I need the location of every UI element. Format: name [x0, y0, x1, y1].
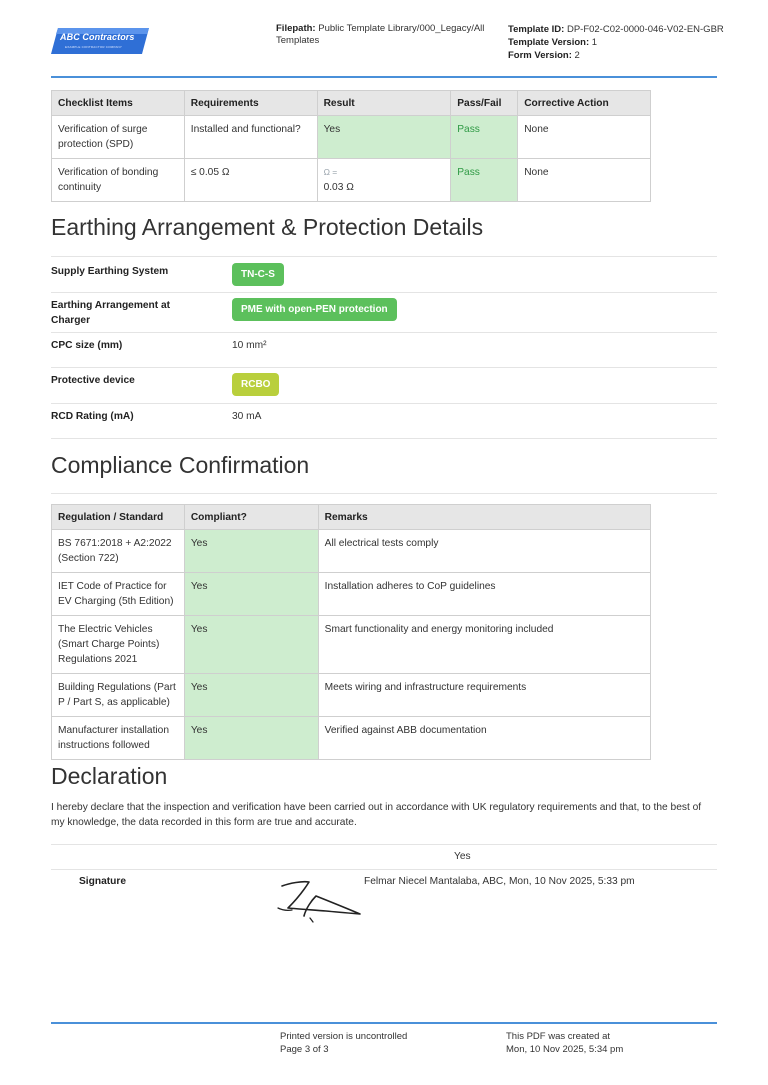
form-version-label: Form Version:	[508, 50, 572, 61]
footer-printed-note	[280, 1030, 407, 1056]
printed-uncontrolled: Printed version is uncontrolled	[280, 1031, 408, 1042]
compliant-value: Yes	[184, 530, 318, 573]
signature-label: Signature	[79, 876, 126, 887]
template-version-value: 1	[591, 37, 598, 48]
checklist-result: 0.03 Ω	[323, 182, 354, 193]
detail-label: RCD Rating (mA)	[51, 411, 134, 422]
compliance-section-title: Compliance Confirmation	[51, 452, 310, 478]
footer-created-note	[506, 1030, 623, 1056]
filepath-label: Filepath:	[276, 23, 316, 34]
checklist-table	[51, 90, 651, 202]
checklist-result-cell	[317, 159, 451, 202]
template-meta	[508, 23, 728, 62]
detail-row	[51, 332, 717, 367]
regulation-standard: IET Code of Practice for EV Charging (5th Edition)	[52, 573, 185, 616]
detail-value: 30 mA	[232, 411, 262, 422]
table-row	[52, 717, 651, 760]
detail-label: Protective device	[51, 375, 135, 386]
filepath-value: Public Template Library/000_Legacy/All Templates	[276, 23, 485, 46]
section-divider	[51, 869, 717, 870]
column-header: Regulation / Standard	[52, 505, 185, 530]
footer-divider	[51, 1022, 717, 1024]
declaration-section-title: Declaration	[51, 763, 168, 789]
detail-row	[51, 292, 717, 332]
compliant-value: Yes	[184, 717, 318, 760]
detail-value: 10 mm²	[232, 340, 267, 351]
regulation-standard: BS 7671:2018 + A2:2022 (Section 722)	[52, 530, 185, 573]
detail-row	[51, 367, 717, 403]
checklist-pass-fail: Pass	[451, 116, 518, 159]
section-divider	[51, 493, 717, 494]
remarks: Meets wiring and infrastructure requirements	[318, 674, 650, 717]
logo-text: ABC Contractors	[60, 32, 135, 42]
detail-label: Supply Earthing System	[51, 266, 169, 277]
remarks: Verified against ABB documentation	[318, 717, 650, 760]
signature-image	[276, 878, 366, 926]
remarks: All electrical tests comply	[318, 530, 650, 573]
page-number: Page 3 of 3	[280, 1044, 329, 1055]
signer-details: Felmar Niecel Mantalaba, ABC, Mon, 10 Nov 2025, 5:33 pm	[364, 876, 635, 887]
table-header-row	[52, 91, 651, 116]
header-divider	[51, 76, 717, 78]
remarks: Installation adheres to CoP guidelines	[318, 573, 650, 616]
compliance-table	[51, 504, 651, 760]
compliant-value: Yes	[184, 616, 318, 674]
created-label: This PDF was created at	[506, 1031, 611, 1042]
company-logo	[51, 28, 149, 54]
table-row	[52, 530, 651, 573]
detail-row	[51, 403, 717, 439]
table-row	[52, 616, 651, 674]
section-divider	[51, 844, 717, 845]
table-row	[52, 674, 651, 717]
remarks: Smart functionality and energy monitoring included	[318, 616, 650, 674]
column-header: Remarks	[318, 505, 650, 530]
table-row	[52, 159, 651, 202]
checklist-action: None	[518, 159, 651, 202]
template-version-label: Template Version:	[508, 37, 590, 48]
earthing-system-chip: TN-C-S	[232, 263, 284, 286]
regulation-standard: The Electric Vehicles (Smart Charge Points) Regulations 2021	[52, 616, 185, 674]
column-header: Corrective Action	[518, 91, 651, 116]
form-version-value: 2	[574, 50, 580, 61]
template-id-label: Template ID:	[508, 24, 565, 35]
table-row	[52, 573, 651, 616]
checklist-item: Verification of bonding continuity	[52, 159, 185, 202]
column-header: Requirements	[184, 91, 317, 116]
checklist-requirement: Installed and functional?	[184, 116, 317, 159]
page-header	[51, 18, 724, 78]
column-header: Pass/Fail	[451, 91, 518, 116]
compliant-value: Yes	[184, 674, 318, 717]
declaration-answer: Yes	[454, 851, 471, 862]
checklist-pass-fail: Pass	[451, 159, 518, 202]
checklist-requirement: ≤ 0.05 Ω	[184, 159, 317, 202]
detail-label: CPC size (mm)	[51, 340, 123, 351]
protective-device-chip: RCBO	[232, 373, 279, 396]
column-header: Checklist Items	[52, 91, 185, 116]
checklist-action: None	[518, 116, 651, 159]
table-row	[52, 116, 651, 159]
checklist-result: Yes	[317, 116, 451, 159]
regulation-standard: Building Regulations (Part P / Part S, as applicable)	[52, 674, 185, 717]
logo-subtext: EXAMPLE CONTRACTOR COMPANY	[65, 45, 123, 49]
filepath	[276, 23, 486, 47]
column-header: Result	[317, 91, 451, 116]
column-header: Compliant?	[184, 505, 318, 530]
earthing-arrangement-chip: PME with open-PEN protection	[232, 298, 397, 321]
table-header-row	[52, 505, 651, 530]
checklist-item: Verification of surge protection (SPD)	[52, 116, 185, 159]
compliant-value: Yes	[184, 573, 318, 616]
earthing-section-title: Earthing Arrangement & Protection Details	[51, 214, 484, 240]
template-id-value: DP-F02-C02-0000-046-V02-EN-GBR	[566, 24, 724, 35]
regulation-standard: Manufacturer installation instructions followed	[52, 717, 185, 760]
created-date: Mon, 10 Nov 2025, 5:34 pm	[506, 1044, 624, 1055]
detail-row	[51, 256, 717, 292]
declaration-text: I hereby declare that the inspection and verification have been carried out in accordance with UK regulatory requirements and that, to the best of my knowledge, the data recorded in this form are true and accurate.	[51, 802, 702, 828]
result-unit-label: Ω =	[323, 167, 338, 177]
detail-label: Earthing Arrangement at Charger	[51, 300, 171, 326]
